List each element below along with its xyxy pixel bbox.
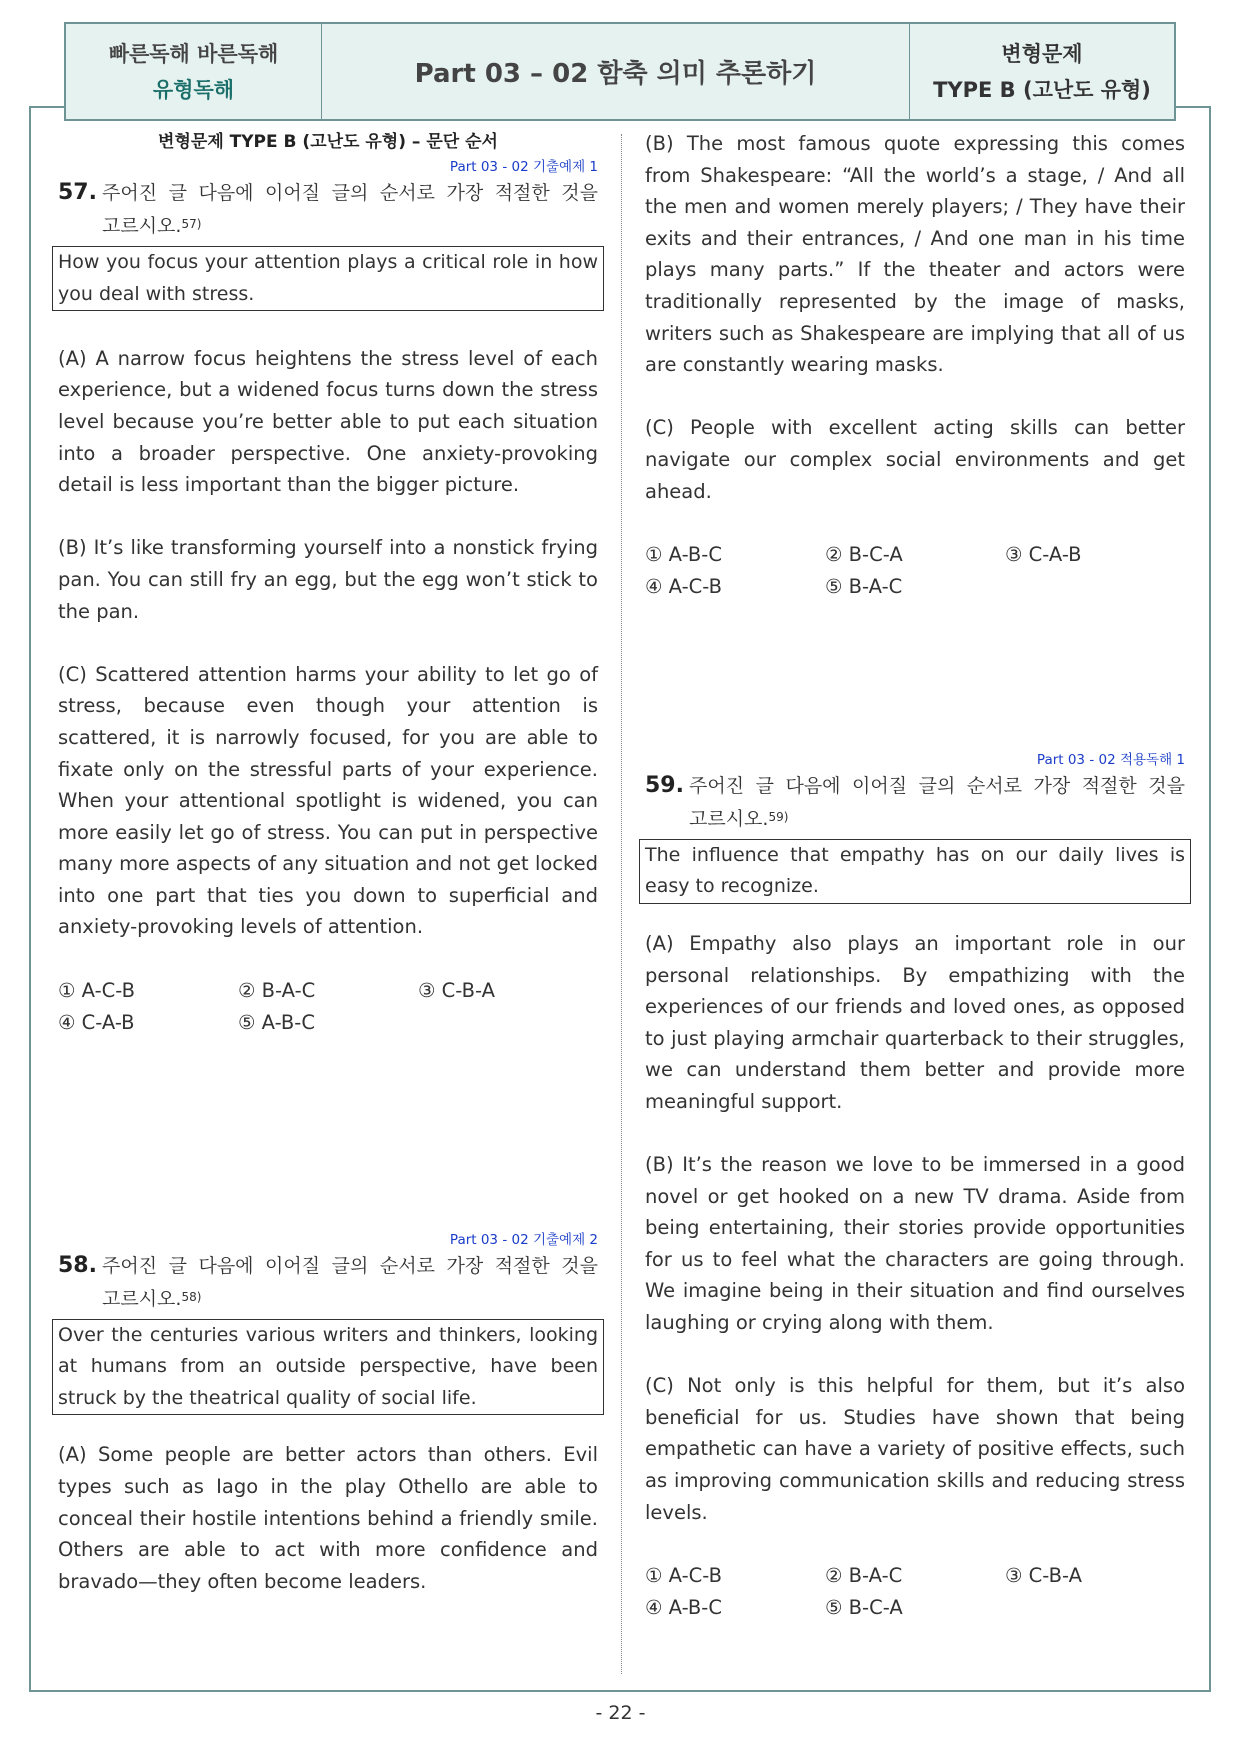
question-prompt (58, 1251, 598, 1281)
answer-choices (58, 975, 598, 1039)
paragraph-c: (C) People with excellent acting skills can better navigate our complex social environments and get ahead. (645, 416, 1185, 503)
header-chapter-title: Part 03 – 02 함축 의미 추론하기 (322, 24, 910, 119)
choice-3[interactable]: ③ C-A-B (1005, 542, 1082, 566)
question-prompt-line2 (58, 208, 598, 242)
question-prompt (645, 771, 1185, 801)
choice-3[interactable]: ③ C-B-A (1005, 1563, 1082, 1587)
question-58 (58, 1229, 598, 1598)
question-prompt-line1: 주어진 글 다음에 이어질 글의 순서로 가장 적절한 것을 (102, 1254, 598, 1277)
question-source: Part 03 - 02 기출예제 1 (449, 159, 598, 175)
footnote-mark: 57) (181, 217, 202, 231)
prompt-text: 고르시오. (102, 1287, 182, 1310)
prompt-text: 고르시오. (102, 215, 182, 237)
given-sentence-box: Over the centuries various writers and thinkers, looking at humans from an outside perspective, have been struck by the theatrical quality of social life. (52, 1319, 604, 1416)
page-header (64, 22, 1176, 121)
given-sentence-box: How you focus your attention plays a critical role in how you deal with stress. (52, 246, 604, 311)
header-type (910, 24, 1174, 119)
header-book-title (66, 24, 322, 119)
choice-4[interactable]: ④ A-B-C (645, 1595, 722, 1619)
left-column (58, 128, 598, 1597)
paragraph-b: (B) It’s like transforming yourself into a nonstick frying pan. You can still fry an egg, but the egg won’t stick to the pan. (58, 536, 598, 623)
question-prompt-line2 (58, 1281, 598, 1315)
header-type-line1: 변형문제 (1001, 41, 1083, 66)
paragraph-b: (B) It’s the reason we love to be immersed in a good novel or get hooked on a new TV drama. Aside from being entertaining, their stories provide opportunities for us to feel what the characters are going through. We imagine being in their situation and find ourselves laughing or crying along with them. (645, 1153, 1185, 1335)
question-prompt-line2 (645, 801, 1185, 835)
choice-4[interactable]: ④ C-A-B (58, 1010, 135, 1034)
question-prompt-line1: 주어진 글 다음에 이어질 글의 순서로 가장 적절한 것을 (102, 182, 598, 204)
header-type-line2: TYPE B (고난도 유형) (933, 77, 1151, 102)
frame-top-right (1175, 106, 1211, 108)
question-57 (58, 156, 598, 1039)
choice-2[interactable]: ② B-C-A (825, 542, 903, 566)
answer-choices (645, 1560, 1185, 1624)
paragraph-a: (A) Some people are better actors than others. Evil types such as Iago in the play Othello are able to conceal their hostile intentions behind a friendly smile. Others are able to act with more confidence and bravado—they often become leaders. (58, 1443, 598, 1593)
choice-5[interactable]: ⑤ B-A-C (825, 574, 903, 598)
choice-2[interactable]: ② B-A-C (825, 1563, 903, 1587)
right-column (645, 128, 1185, 1624)
question-source: Part 03 - 02 적용독해 1 (1036, 751, 1185, 768)
paragraph-a: (A) Empathy also plays an important role in our personal relationships. By empathizing with the experiences of our friends and loved ones, as opposed to just playing armchair quarterback to their struggles, we can understand them better and provide more meaningful support. (645, 931, 1185, 1113)
question-number: 57. (58, 180, 97, 205)
given-sentence-box: The influence that empathy has on our daily lives is easy to recognize. (639, 839, 1191, 904)
frame-top-left (29, 106, 65, 108)
question-number: 58. (58, 1252, 97, 1278)
question-prompt (58, 178, 598, 208)
page-number: - 22 - (595, 1702, 646, 1724)
choice-1[interactable]: ① A-B-C (645, 542, 722, 566)
question-number: 59. (645, 772, 684, 798)
paragraph-a: (A) A narrow focus heightens the stress level of each experience, but a widened focus turns down the stress level because you’re better able to put each situation into a broader perspective. One anxiety-provoking detail is less important than the bigger picture. (58, 346, 598, 497)
prompt-text: 고르시오. (689, 807, 769, 830)
choice-1[interactable]: ① A-C-B (58, 978, 135, 1002)
choice-4[interactable]: ④ A-C-B (645, 574, 722, 598)
answer-choices (645, 539, 1185, 603)
section-title: 변형문제 TYPE B (고난도 유형) – 문단 순서 (158, 132, 498, 152)
choice-5[interactable]: ⑤ B-C-A (825, 1595, 903, 1619)
column-divider (621, 134, 622, 1674)
choice-3[interactable]: ③ C-B-A (418, 978, 495, 1002)
footnote-mark: 58) (181, 1289, 202, 1304)
question-59 (645, 749, 1185, 1624)
question-prompt-line1: 주어진 글 다음에 이어질 글의 순서로 가장 적절한 것을 (689, 774, 1185, 797)
choice-1[interactable]: ① A-C-B (645, 1563, 722, 1587)
header-series: 빠른독해 바른독해 (108, 41, 279, 66)
footnote-mark: 59) (768, 809, 789, 824)
paragraph-c: (C) Scattered attention harms your ability to let go of stress, because even though your attention is scattered, it is narrowly focused, for you are able to fixate only on the stressful parts of your experience. When your attentional spotlight is widened, you can more easily let go of stress. You can put in perspective many more aspects of any situation and not get locked into one part that ties you down to superficial and anxiety-provoking levels of attention. (58, 662, 598, 939)
header-subtitle: 유형독해 (152, 77, 235, 102)
choice-2[interactable]: ② B-A-C (238, 978, 316, 1002)
paragraph-b: (B) The most famous quote expressing this comes from Shakespeare: “All the world’s a stage, / And all the men and women merely players; / They have their exits and their entrances, / And one man in his time plays many parts.” If the theater and actors were traditionally represented by the image of masks, writers such as Shakespeare are implying that all of us are constantly wearing masks. (645, 132, 1185, 377)
question-source: Part 03 - 02 기출예제 2 (449, 1231, 598, 1248)
choice-5[interactable]: ⑤ A-B-C (238, 1010, 315, 1034)
paragraph-c: (C) Not only is this helpful for them, but it’s also beneficial for us. Studies have shown that being empathetic can have a variety of positive effects, such as improving communication skills and reducing stress levels. (645, 1374, 1185, 1524)
